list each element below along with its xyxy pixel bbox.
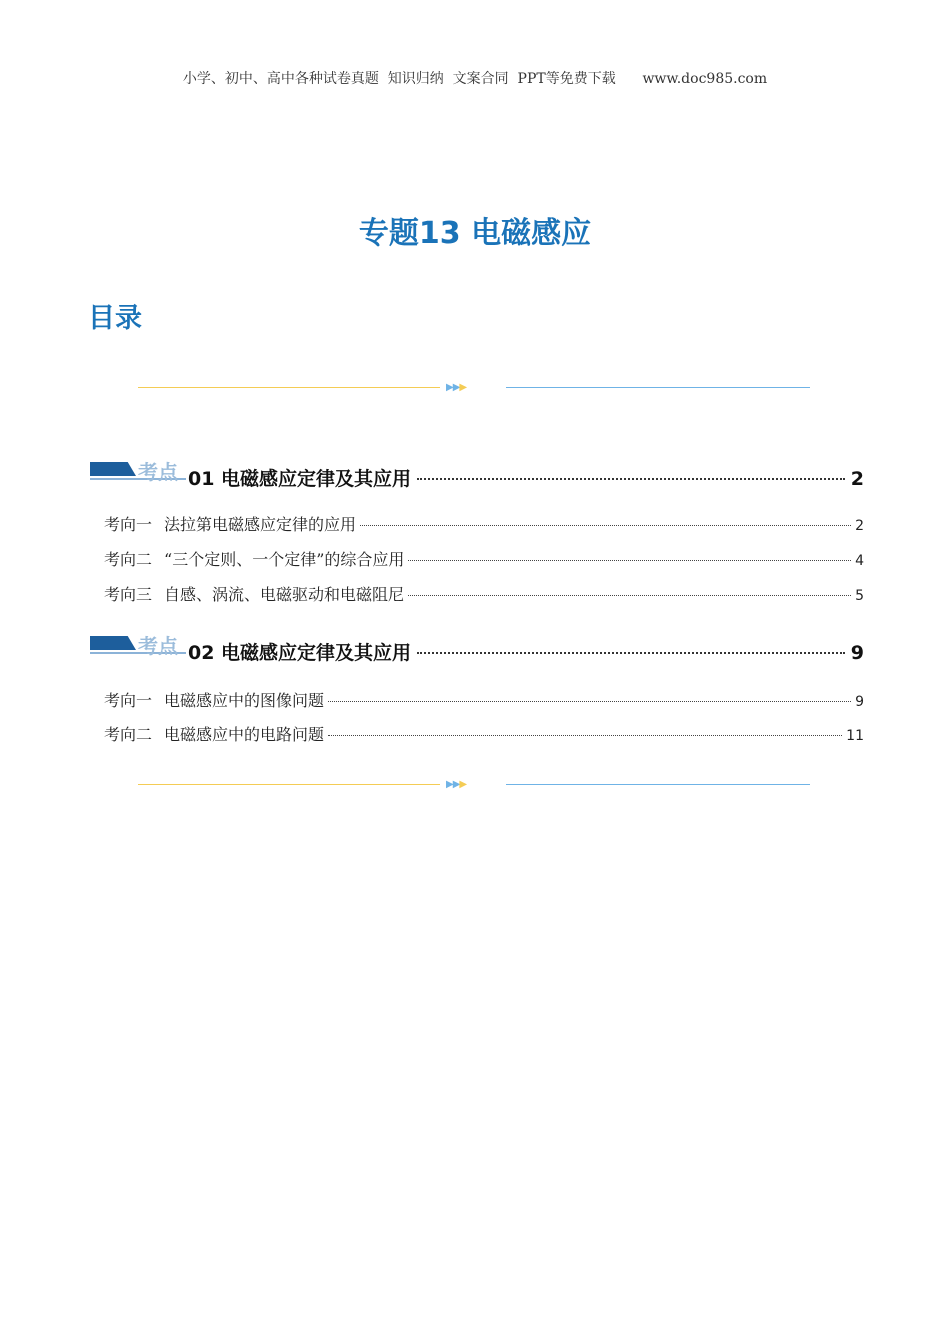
dot-leader bbox=[328, 701, 851, 702]
divider-line-left bbox=[138, 784, 440, 785]
badge-bar bbox=[90, 636, 136, 650]
toc-item[interactable] bbox=[104, 512, 864, 535]
item-page: 2 bbox=[855, 518, 864, 534]
toc-section[interactable] bbox=[90, 456, 864, 490]
divider-line-left bbox=[138, 387, 440, 388]
divider-bottom bbox=[138, 779, 810, 791]
item-label: 考向三 bbox=[104, 585, 153, 604]
document-title: 专题13 电磁感应 bbox=[358, 216, 592, 251]
section-page: 2 bbox=[850, 468, 864, 490]
dot-leader bbox=[328, 735, 842, 736]
badge-bar bbox=[90, 462, 136, 476]
toc-item[interactable] bbox=[104, 582, 864, 605]
divider-line-right bbox=[506, 387, 810, 388]
item-page: 11 bbox=[846, 728, 864, 744]
item-page: 4 bbox=[855, 553, 864, 569]
dot-leader bbox=[417, 652, 845, 654]
kaodian-badge bbox=[90, 630, 190, 660]
item-title: 法拉第电磁感应定律的应用 bbox=[164, 515, 357, 534]
item-page: 5 bbox=[855, 588, 864, 604]
dot-leader bbox=[408, 560, 851, 561]
item-label: 考向二 bbox=[104, 725, 153, 744]
toc-item[interactable] bbox=[104, 688, 864, 711]
badge-label: 考点 bbox=[138, 634, 178, 658]
triple-arrow-icon: ▶▶▶ bbox=[446, 382, 467, 393]
item-title: 自感、涡流、电磁驱动和电磁阻尼 bbox=[164, 585, 405, 604]
triple-arrow-icon: ▶▶▶ bbox=[446, 779, 467, 790]
toc-item[interactable] bbox=[104, 547, 864, 570]
toc-heading: 目录 bbox=[88, 303, 142, 334]
item-page: 9 bbox=[855, 694, 864, 710]
section-page: 9 bbox=[850, 642, 864, 664]
badge-label: 考点 bbox=[138, 460, 178, 484]
dot-leader bbox=[360, 525, 851, 526]
item-title: 电磁感应中的电路问题 bbox=[164, 725, 325, 744]
page-header: 小学、初中、高中各种试卷真题 知识归纳 文案合同 PPT等免费下载 www.doc985.com bbox=[182, 71, 768, 87]
item-title: 电磁感应中的图像问题 bbox=[164, 691, 325, 710]
section-title: 02 电磁感应定律及其应用 bbox=[188, 642, 412, 664]
item-label: 考向一 bbox=[104, 515, 153, 534]
item-label: 考向二 bbox=[104, 550, 153, 569]
section-title: 01 电磁感应定律及其应用 bbox=[188, 468, 412, 490]
kaodian-badge bbox=[90, 456, 190, 486]
dot-leader bbox=[408, 595, 851, 596]
divider-line-right bbox=[506, 784, 810, 785]
item-title: “三个定则、一个定律”的综合应用 bbox=[164, 550, 405, 569]
item-label: 考向一 bbox=[104, 691, 153, 710]
divider-top bbox=[138, 382, 810, 394]
toc-section[interactable] bbox=[90, 630, 864, 664]
toc-item[interactable] bbox=[104, 722, 864, 745]
dot-leader bbox=[417, 478, 845, 480]
